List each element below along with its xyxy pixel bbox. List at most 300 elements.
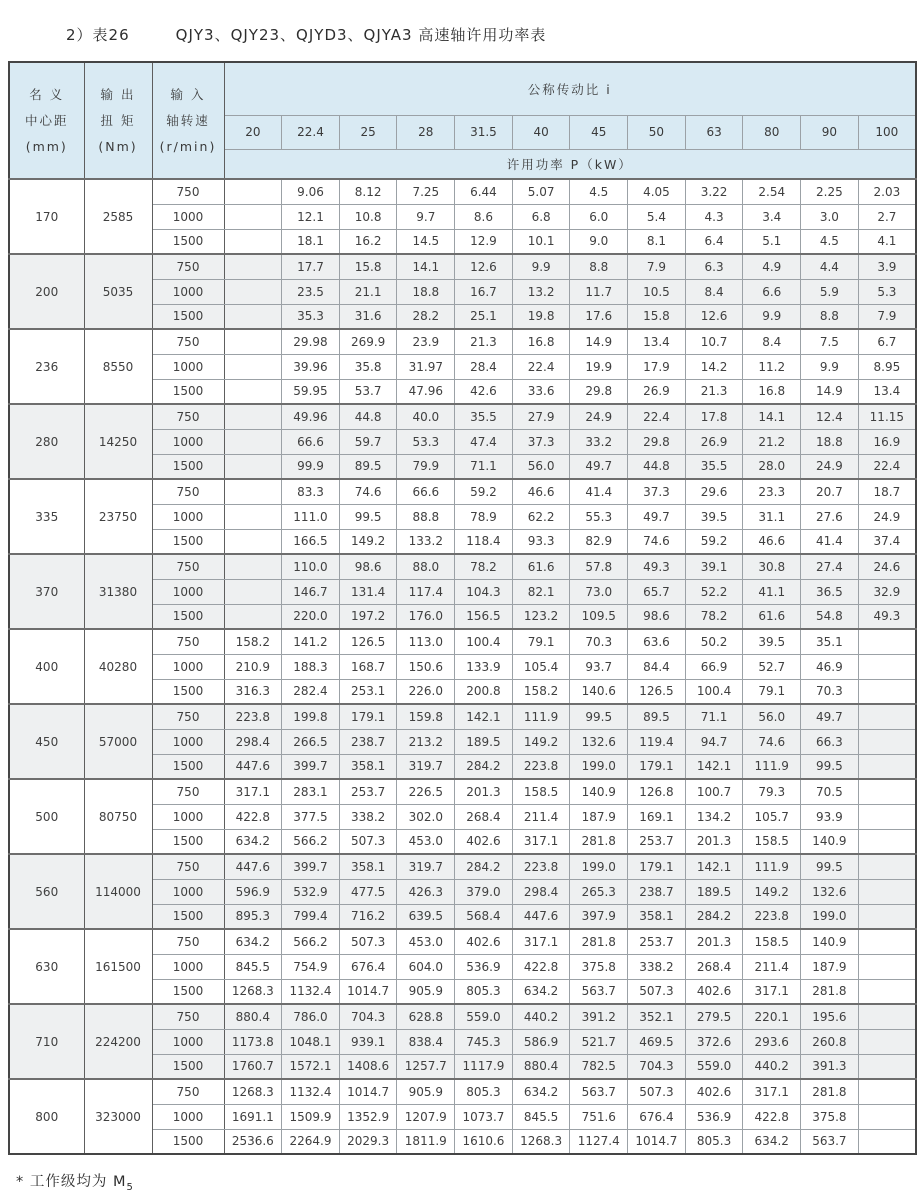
power-value: 268.4 xyxy=(685,954,743,979)
power-value: 6.3 xyxy=(685,254,743,279)
power-value: 59.95 xyxy=(282,379,340,404)
power-value: 28.4 xyxy=(455,354,513,379)
speed-value: 1500 xyxy=(152,829,224,854)
power-value: 3.0 xyxy=(801,204,859,229)
table-title-text: QJY3、QJY23、QJYD3、QJYA3 高速轴许用功率表 xyxy=(175,26,547,44)
power-value: 199.0 xyxy=(801,904,859,929)
power-value xyxy=(858,679,916,704)
torque-value: 5035 xyxy=(84,254,152,329)
table-number-label: 2）表26 xyxy=(66,26,130,44)
speed-value: 750 xyxy=(152,629,224,654)
power-value: 6.0 xyxy=(570,204,628,229)
header-line: (mm) xyxy=(25,138,68,154)
power-value xyxy=(224,354,282,379)
power-value: 2.25 xyxy=(801,179,859,204)
power-value: 3.9 xyxy=(858,254,916,279)
power-value: 24.9 xyxy=(570,404,628,429)
power-value xyxy=(224,529,282,554)
power-value: 57.8 xyxy=(570,554,628,579)
power-value xyxy=(224,279,282,304)
power-value: 317.1 xyxy=(512,929,570,954)
power-value: 211.4 xyxy=(743,954,801,979)
power-value: 838.4 xyxy=(397,1029,455,1054)
power-value: 66.6 xyxy=(397,479,455,504)
power-value: 799.4 xyxy=(282,904,340,929)
power-value: 302.0 xyxy=(397,804,455,829)
power-value: 99.5 xyxy=(801,854,859,879)
power-value: 23.5 xyxy=(282,279,340,304)
power-value: 52.2 xyxy=(685,579,743,604)
power-value: 17.6 xyxy=(570,304,628,329)
power-value: 447.6 xyxy=(224,854,282,879)
power-value: 7.5 xyxy=(801,329,859,354)
power-value: 54.8 xyxy=(801,604,859,629)
power-value: 78.2 xyxy=(685,604,743,629)
power-value: 22.4 xyxy=(858,454,916,479)
power-value: 14.5 xyxy=(397,229,455,254)
power-value: 23.9 xyxy=(397,329,455,354)
power-value: 338.2 xyxy=(628,954,686,979)
power-value: 15.8 xyxy=(628,304,686,329)
power-value: 61.6 xyxy=(743,604,801,629)
power-value: 5.9 xyxy=(801,279,859,304)
speed-value: 750 xyxy=(152,554,224,579)
power-value: 12.1 xyxy=(282,204,340,229)
power-value: 189.5 xyxy=(455,729,513,754)
power-value: 199.0 xyxy=(570,854,628,879)
power-value: 3.4 xyxy=(743,204,801,229)
power-value: 82.9 xyxy=(570,529,628,554)
power-value: 188.3 xyxy=(282,654,340,679)
power-value: 284.2 xyxy=(455,754,513,779)
header-line: 扭 矩 xyxy=(100,112,136,128)
power-value: 379.0 xyxy=(455,879,513,904)
speed-value: 750 xyxy=(152,779,224,804)
power-value: 47.4 xyxy=(455,429,513,454)
header-line: (r/min) xyxy=(159,138,217,154)
power-value: 845.5 xyxy=(224,954,282,979)
table-row xyxy=(9,404,916,429)
power-value: 56.0 xyxy=(512,454,570,479)
power-value: 507.3 xyxy=(628,979,686,1004)
power-value: 223.8 xyxy=(224,704,282,729)
power-value: 586.9 xyxy=(512,1029,570,1054)
power-value: 559.0 xyxy=(685,1054,743,1079)
power-value: 253.7 xyxy=(339,779,397,804)
power-value: 27.4 xyxy=(801,554,859,579)
torque-value: 224200 xyxy=(84,1004,152,1079)
power-value xyxy=(858,929,916,954)
power-value: 4.4 xyxy=(801,254,859,279)
power-value: 402.6 xyxy=(455,929,513,954)
power-value: 1408.6 xyxy=(339,1054,397,1079)
power-value: 477.5 xyxy=(339,879,397,904)
power-value: 338.2 xyxy=(339,804,397,829)
power-value: 187.9 xyxy=(801,954,859,979)
power-value: 74.6 xyxy=(339,479,397,504)
power-value: 22.4 xyxy=(628,404,686,429)
power-value xyxy=(858,629,916,654)
power-value: 70.3 xyxy=(801,679,859,704)
speed-value: 750 xyxy=(152,479,224,504)
power-value: 142.1 xyxy=(685,854,743,879)
center-distance-value: 450 xyxy=(9,704,84,779)
power-value: 358.1 xyxy=(628,904,686,929)
table-row xyxy=(9,179,916,204)
power-value: 568.4 xyxy=(455,904,513,929)
power-value: 676.4 xyxy=(339,954,397,979)
power-value: 201.3 xyxy=(455,779,513,804)
power-value: 88.8 xyxy=(397,504,455,529)
speed-value: 1500 xyxy=(152,454,224,479)
power-value: 10.5 xyxy=(628,279,686,304)
power-value: 14.1 xyxy=(397,254,455,279)
power-value: 199.8 xyxy=(282,704,340,729)
speed-value: 750 xyxy=(152,1079,224,1104)
power-value xyxy=(858,1029,916,1054)
power-value: 27.9 xyxy=(512,404,570,429)
power-value: 563.7 xyxy=(570,1079,628,1104)
power-value xyxy=(224,179,282,204)
power-value: 201.3 xyxy=(685,929,743,954)
power-value: 19.9 xyxy=(570,354,628,379)
power-value: 223.8 xyxy=(743,904,801,929)
power-value: 26.9 xyxy=(685,429,743,454)
power-value: 11.2 xyxy=(743,354,801,379)
power-value: 5.4 xyxy=(628,204,686,229)
power-value: 24.9 xyxy=(801,454,859,479)
power-value: 79.3 xyxy=(743,779,801,804)
ratio-header-22.4: 22.4 xyxy=(282,115,340,149)
ratio-header-50: 50 xyxy=(628,115,686,149)
power-value: 49.3 xyxy=(628,554,686,579)
power-value: 536.9 xyxy=(685,1104,743,1129)
power-value: 375.8 xyxy=(801,1104,859,1129)
power-value: 1132.4 xyxy=(282,1079,340,1104)
power-value: 62.2 xyxy=(512,504,570,529)
power-value: 119.4 xyxy=(628,729,686,754)
power-value: 49.3 xyxy=(858,604,916,629)
speed-value: 1500 xyxy=(152,604,224,629)
power-value: 298.4 xyxy=(512,879,570,904)
power-value: 352.1 xyxy=(628,1004,686,1029)
ratio-header-25: 25 xyxy=(339,115,397,149)
power-value: 83.3 xyxy=(282,479,340,504)
ratio-header-28: 28 xyxy=(397,115,455,149)
speed-value: 1500 xyxy=(152,529,224,554)
power-value: 453.0 xyxy=(397,829,455,854)
table-header xyxy=(9,62,916,179)
power-value: 11.7 xyxy=(570,279,628,304)
speed-value: 1000 xyxy=(152,429,224,454)
power-value: 41.4 xyxy=(801,529,859,554)
power-value: 117.4 xyxy=(397,579,455,604)
speed-value: 1500 xyxy=(152,1054,224,1079)
power-value: 49.7 xyxy=(628,504,686,529)
power-value: 8.8 xyxy=(570,254,628,279)
power-value: 49.7 xyxy=(801,704,859,729)
power-value: 29.8 xyxy=(570,379,628,404)
power-value: 8.4 xyxy=(743,329,801,354)
ratio-header-40: 40 xyxy=(512,115,570,149)
power-value: 52.7 xyxy=(743,654,801,679)
power-value: 507.3 xyxy=(628,1079,686,1104)
table-row xyxy=(9,479,916,504)
power-value xyxy=(858,829,916,854)
power-value: 176.0 xyxy=(397,604,455,629)
power-value: 126.5 xyxy=(339,629,397,654)
torque-value: 80750 xyxy=(84,779,152,854)
power-value: 8.6 xyxy=(455,204,513,229)
torque-value: 8550 xyxy=(84,329,152,404)
power-value: 284.2 xyxy=(685,904,743,929)
power-value: 35.5 xyxy=(685,454,743,479)
power-value: 156.5 xyxy=(455,604,513,629)
power-value: 111.9 xyxy=(743,754,801,779)
power-value: 782.5 xyxy=(570,1054,628,1079)
power-value: 634.2 xyxy=(743,1129,801,1154)
center-distance-value: 800 xyxy=(9,1079,84,1154)
speed-value: 750 xyxy=(152,854,224,879)
power-value: 100.4 xyxy=(685,679,743,704)
power-value xyxy=(224,379,282,404)
power-value: 704.3 xyxy=(339,1004,397,1029)
power-value: 169.1 xyxy=(628,804,686,829)
power-value: 9.9 xyxy=(743,304,801,329)
footnote xyxy=(16,1170,918,1193)
power-value: 6.6 xyxy=(743,279,801,304)
table-row xyxy=(9,854,916,879)
power-value: 39.5 xyxy=(743,629,801,654)
power-value: 65.7 xyxy=(628,579,686,604)
power-value: 49.96 xyxy=(282,404,340,429)
power-value: 5.1 xyxy=(743,229,801,254)
power-value: 563.7 xyxy=(570,979,628,1004)
power-value: 37.3 xyxy=(512,429,570,454)
torque-value: 161500 xyxy=(84,929,152,1004)
speed-value: 750 xyxy=(152,254,224,279)
power-value: 140.6 xyxy=(570,679,628,704)
table-row xyxy=(9,704,916,729)
header-line: 中心距 xyxy=(24,112,69,128)
power-value: 845.5 xyxy=(512,1104,570,1129)
header-line: 名 义 xyxy=(29,86,65,102)
power-value: 31.97 xyxy=(397,354,455,379)
center-distance-value: 335 xyxy=(9,479,84,554)
power-value: 786.0 xyxy=(282,1004,340,1029)
power-value: 2536.6 xyxy=(224,1129,282,1154)
power-value: 375.8 xyxy=(570,954,628,979)
power-value: 35.5 xyxy=(455,404,513,429)
power-value: 596.9 xyxy=(224,879,282,904)
page-title xyxy=(66,24,918,45)
power-value: 39.5 xyxy=(685,504,743,529)
power-value: 35.1 xyxy=(801,629,859,654)
speed-value: 750 xyxy=(152,704,224,729)
power-value: 536.9 xyxy=(455,954,513,979)
power-value: 8.4 xyxy=(685,279,743,304)
power-value: 634.2 xyxy=(224,829,282,854)
power-value: 521.7 xyxy=(570,1029,628,1054)
power-value: 1132.4 xyxy=(282,979,340,1004)
power-value: 226.0 xyxy=(397,679,455,704)
center-distance-value: 560 xyxy=(9,854,84,929)
speed-value: 1000 xyxy=(152,1029,224,1054)
power-value: 507.3 xyxy=(339,929,397,954)
power-value: 440.2 xyxy=(743,1054,801,1079)
power-value: 82.1 xyxy=(512,579,570,604)
power-value: 63.6 xyxy=(628,629,686,654)
power-value xyxy=(858,804,916,829)
speed-value: 750 xyxy=(152,179,224,204)
power-value: 377.5 xyxy=(282,804,340,829)
power-value: 16.9 xyxy=(858,429,916,454)
speed-value: 750 xyxy=(152,1004,224,1029)
power-value: 317.1 xyxy=(224,779,282,804)
power-value: 532.9 xyxy=(282,879,340,904)
power-value: 23.3 xyxy=(743,479,801,504)
power-value xyxy=(224,479,282,504)
power-value xyxy=(858,754,916,779)
power-value: 2029.3 xyxy=(339,1129,397,1154)
power-value: 66.9 xyxy=(685,654,743,679)
speed-value: 1500 xyxy=(152,754,224,779)
ratio-header-63: 63 xyxy=(685,115,743,149)
power-value: 2264.9 xyxy=(282,1129,340,1154)
header-center-distance xyxy=(9,62,84,179)
torque-value: 114000 xyxy=(84,854,152,929)
power-value: 98.6 xyxy=(339,554,397,579)
power-value: 1610.6 xyxy=(455,1129,513,1154)
power-value: 8.12 xyxy=(339,179,397,204)
header-ratio-span: 公称传动比 i xyxy=(224,62,916,115)
power-value: 317.1 xyxy=(512,829,570,854)
power-value: 74.6 xyxy=(743,729,801,754)
power-value xyxy=(224,429,282,454)
torque-value: 2585 xyxy=(84,179,152,254)
power-value: 1048.1 xyxy=(282,1029,340,1054)
ratio-header-90: 90 xyxy=(801,115,859,149)
power-value: 399.7 xyxy=(282,854,340,879)
power-value: 142.1 xyxy=(685,754,743,779)
power-value: 895.3 xyxy=(224,904,282,929)
power-value: 269.9 xyxy=(339,329,397,354)
power-value: 13.4 xyxy=(858,379,916,404)
power-value: 9.06 xyxy=(282,179,340,204)
power-value: 716.2 xyxy=(339,904,397,929)
power-value: 14.1 xyxy=(743,404,801,429)
power-value: 32.9 xyxy=(858,579,916,604)
power-value: 195.6 xyxy=(801,1004,859,1029)
ratio-header-31.5: 31.5 xyxy=(455,115,513,149)
table-row xyxy=(9,254,916,279)
speed-value: 1000 xyxy=(152,504,224,529)
power-value: 1207.9 xyxy=(397,1104,455,1129)
power-value: 46.6 xyxy=(512,479,570,504)
table-row xyxy=(9,329,916,354)
power-value: 319.7 xyxy=(397,754,455,779)
power-value: 17.8 xyxy=(685,404,743,429)
power-value: 53.7 xyxy=(339,379,397,404)
power-value: 100.7 xyxy=(685,779,743,804)
power-value: 118.4 xyxy=(455,529,513,554)
ratio-header-80: 80 xyxy=(743,115,801,149)
power-value: 46.6 xyxy=(743,529,801,554)
power-value: 1760.7 xyxy=(224,1054,282,1079)
power-value: 6.4 xyxy=(685,229,743,254)
power-value: 5.3 xyxy=(858,279,916,304)
power-value: 12.4 xyxy=(801,404,859,429)
power-value: 53.3 xyxy=(397,429,455,454)
power-value: 158.5 xyxy=(743,829,801,854)
power-value: 93.9 xyxy=(801,804,859,829)
table-row xyxy=(9,929,916,954)
power-value: 284.2 xyxy=(455,854,513,879)
power-value: 134.2 xyxy=(685,804,743,829)
power-value: 105.4 xyxy=(512,654,570,679)
power-value: 6.7 xyxy=(858,329,916,354)
power-value: 20.7 xyxy=(801,479,859,504)
power-value: 109.5 xyxy=(570,604,628,629)
power-value: 149.2 xyxy=(512,729,570,754)
speed-value: 750 xyxy=(152,929,224,954)
power-value: 41.4 xyxy=(570,479,628,504)
power-value: 126.5 xyxy=(628,679,686,704)
power-value: 281.8 xyxy=(801,1079,859,1104)
power-value: 566.2 xyxy=(282,829,340,854)
power-value: 4.05 xyxy=(628,179,686,204)
power-value: 14.9 xyxy=(570,329,628,354)
power-value: 21.1 xyxy=(339,279,397,304)
center-distance-value: 370 xyxy=(9,554,84,629)
power-value: 16.8 xyxy=(512,329,570,354)
power-value xyxy=(858,1129,916,1154)
power-value: 10.7 xyxy=(685,329,743,354)
power-value xyxy=(858,1054,916,1079)
power-value: 238.7 xyxy=(339,729,397,754)
power-value: 94.7 xyxy=(685,729,743,754)
power-value: 79.9 xyxy=(397,454,455,479)
power-value xyxy=(224,554,282,579)
power-value: 159.8 xyxy=(397,704,455,729)
power-value: 26.9 xyxy=(628,379,686,404)
power-value: 391.3 xyxy=(801,1054,859,1079)
power-value xyxy=(224,204,282,229)
power-value: 21.3 xyxy=(455,329,513,354)
power-value: 5.07 xyxy=(512,179,570,204)
power-value: 70.5 xyxy=(801,779,859,804)
power-value: 298.4 xyxy=(224,729,282,754)
power-value: 676.4 xyxy=(628,1104,686,1129)
header-output-torque xyxy=(84,62,152,179)
power-value: 805.3 xyxy=(455,1079,513,1104)
power-value: 422.8 xyxy=(224,804,282,829)
power-value: 223.8 xyxy=(512,854,570,879)
power-value: 158.2 xyxy=(512,679,570,704)
power-value: 391.2 xyxy=(570,1004,628,1029)
power-value: 105.7 xyxy=(743,804,801,829)
power-value: 33.2 xyxy=(570,429,628,454)
power-value: 1572.1 xyxy=(282,1054,340,1079)
power-value: 71.1 xyxy=(455,454,513,479)
torque-value: 323000 xyxy=(84,1079,152,1154)
power-value: 25.1 xyxy=(455,304,513,329)
power-value xyxy=(224,604,282,629)
power-value: 7.25 xyxy=(397,179,455,204)
power-value: 4.3 xyxy=(685,204,743,229)
power-value: 566.2 xyxy=(282,929,340,954)
power-value: 132.6 xyxy=(801,879,859,904)
